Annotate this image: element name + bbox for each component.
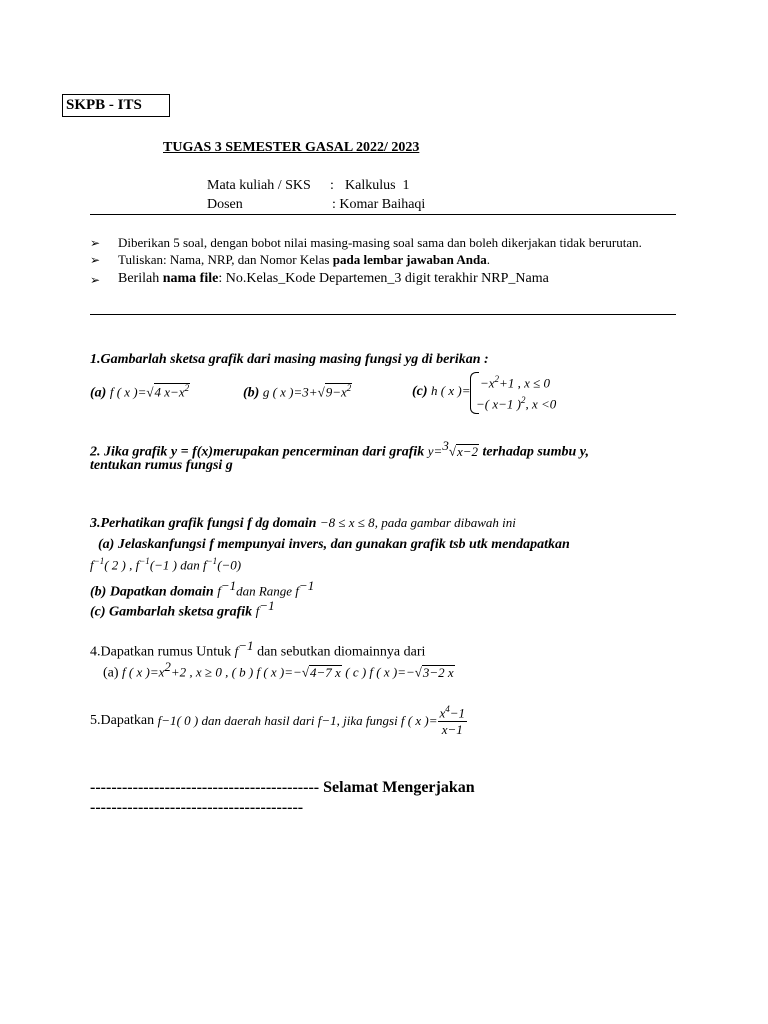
closing-dashes: ----------------------------------------	[90, 799, 304, 816]
question-4-line-1: 4.Dapatkan rumus Untuk $f^{-1}$ dan sebutkan diomainnya dari	[90, 638, 426, 660]
institution-label: SKPB - ITS	[66, 97, 142, 113]
question-4a: (a) f ( x )$=x^2+2$ , x ≥ 0 , ( b ) f ( x )=−√4−7 x ( c ) f ( x )=−√3−2 x	[103, 659, 454, 681]
question-2-line-2: tentukan rumus fungsi g	[90, 458, 233, 473]
question-3b: (b) Dapatkan domain $f^{-1}dan$ Range $f^{-1}$	[90, 578, 315, 600]
question-1-text: 1.Gambarlah sketsa grafik dari masing masing fungsi yg di berikan :	[90, 352, 489, 367]
arrow-bullet-icon: ➢	[90, 253, 101, 267]
question-3c: (c) Gambarlah sketsa grafik $f^{-1}$	[90, 598, 275, 620]
header-divider	[90, 214, 676, 215]
arrow-bullet-icon: ➢	[90, 273, 101, 287]
course-label: Mata kuliah / SKS	[207, 178, 311, 193]
question-1c: (c) h ( x )=	[412, 383, 471, 399]
question-3-line-1: 3.Perhatikan grafik fungsi f dg domain −8 ≤ x ≤ 8, pada gambar dibawah ini	[90, 515, 516, 531]
institution-box	[62, 94, 170, 117]
question-3a-math: $f^{-1}$( 2 ) , $f^{-1}(-1$ ) dan $f^{-1}(-0)$	[90, 556, 242, 573]
question-1a: (a) f ( x )=√4 $x-x^2$	[90, 383, 190, 401]
piecewise-case-1: $-x^2+1$ , x ≤ 0	[480, 374, 550, 391]
fraction: $\frac{x^4-1}{x-1}$	[439, 704, 466, 738]
lecturer-label: Dosen	[207, 197, 243, 212]
instruction-item: Berilah nama file: No.Kelas_Kode Departemen_3 digit terakhir NRP_Nama	[118, 271, 549, 286]
piecewise-case-2: −( x−1 )$^2$, x <0	[476, 395, 557, 412]
question-3a-text: (a) Jelaskanfungsi f mempunyai invers, dan gunakan grafik tsb utk mendapatkan	[98, 537, 570, 552]
instruction-item: Diberikan 5 soal, dengan bobot nilai masing-masing soal sama dan boleh dikerjakan tidak berurutan.	[118, 235, 642, 250]
instruction-item: Tuliskan: Nama, NRP, dan Nomor Kelas pada lembar jawaban Anda.	[118, 252, 490, 267]
question-2-line-1: 2. Jika grafik y = f(x)merupakan pencerminan dari grafik y=$^3$√x−2 terhadap sumbu y,	[90, 438, 589, 460]
question-5: 5.Dapatkan f −1 ( 0 ) dan daerah hasil dari f −1 , jika fungsi f ( x )= $\frac{x^4-1}{x-1}$	[90, 704, 466, 738]
arrow-bullet-icon: ➢	[90, 236, 101, 250]
question-1b: (b) g ( x )$=3+√9-x^2$	[243, 383, 352, 401]
course-separator: :	[330, 178, 334, 193]
lecturer-value: : Komar Baihaqi	[332, 197, 426, 212]
closing-line: ------------------------------------------- Selamat Mengerjakan	[90, 779, 475, 796]
page-title: TUGAS 3 SEMESTER GASAL 2022/ 2023	[163, 140, 420, 155]
instructions-divider	[90, 314, 676, 315]
course-value: Kalkulus 1	[345, 178, 410, 193]
